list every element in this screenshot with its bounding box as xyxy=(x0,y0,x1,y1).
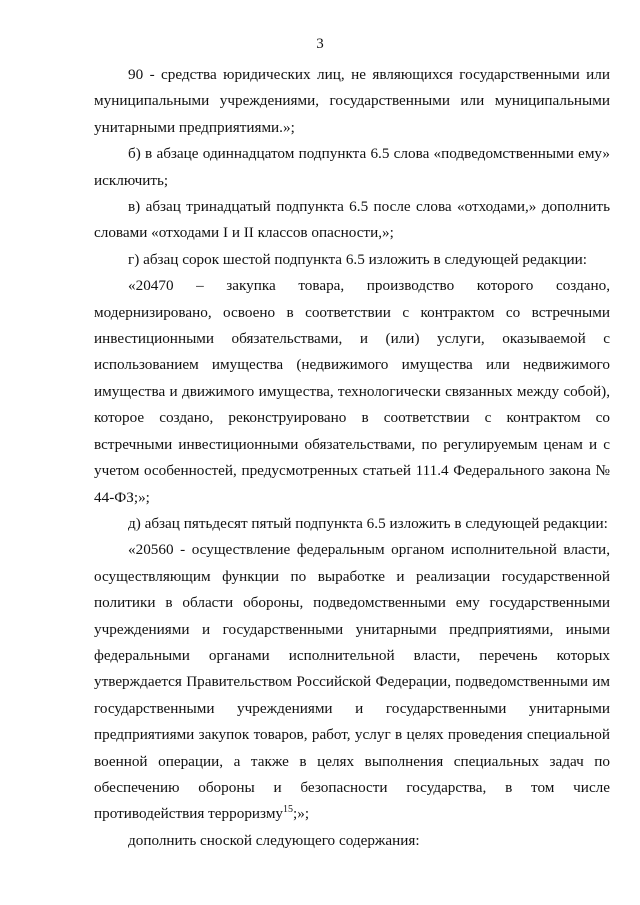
paragraph-g: г) абзац сорок шестой подпункта 6.5 изложить в следующей редакции: xyxy=(128,250,587,268)
page-number: 3 xyxy=(316,36,324,52)
paragraph-v: в) абзац тринадцатый подпункта 6.5 после слова «отходами,» дополнить словами «отходами I и II классов опасности,»; xyxy=(94,198,610,242)
footnote-ref: 15 xyxy=(283,804,294,816)
paragraph-footnote-intro: дополнить сноской следующего содержания: xyxy=(128,831,420,849)
document-body xyxy=(94,62,610,854)
paragraph-20560 xyxy=(94,537,610,827)
paragraph-20560-end: ;»; xyxy=(293,805,310,823)
paragraph-20470: «20470 – закупка товара, производство которого создано, модернизировано, освоено в соответствии с контрактом со встречными инвестиционными обязательствами, и (или) услуги, оказываемой с использованием имущества (недвижимого имущества или недвижимого имущества и движимого имущества, технологически связанных между собой), которое создано, реконструировано в соответствии с контрактом со встречными инвестиционными обязательствами, по регулируемым ценам и с учетом особенностей, предусмотренных статьей 111.4 Федерального закона № 44-ФЗ;»; xyxy=(94,277,610,506)
paragraph-20560-text: «20560 - осуществление федеральным органом исполнительной власти, осуществляющим функции по выработке и реализации государственной политики в области обороны, подведомственными ему государственными учреждениями и государственными унитарными предприятиями, иными федеральными органами исполнительной власти, перечень которых утверждается Правительством Российской Федерации, подведомственными им государственными учреждениями и государственными унитарными предприятиями закупок товаров, работ, услуг в целях проведения специальной военной операции, а также в целях выполнения специальных задач по обеспечению обороны и безопасности государства, в том числе противодействия терроризму xyxy=(94,541,610,823)
paragraph-90-definition: 90 - средства юридических лиц, не являющихся государственными или муниципальными учреждениями, государственными или муниципальными унитарными предприятиями.»; xyxy=(94,66,610,136)
paragraph-b: б) в абзаце одиннадцатом подпункта 6.5 слова «подведомственными ему» исключить; xyxy=(94,145,610,189)
paragraph-d: д) абзац пятьдесят пятый подпункта 6.5 изложить в следующей редакции: xyxy=(128,514,608,532)
